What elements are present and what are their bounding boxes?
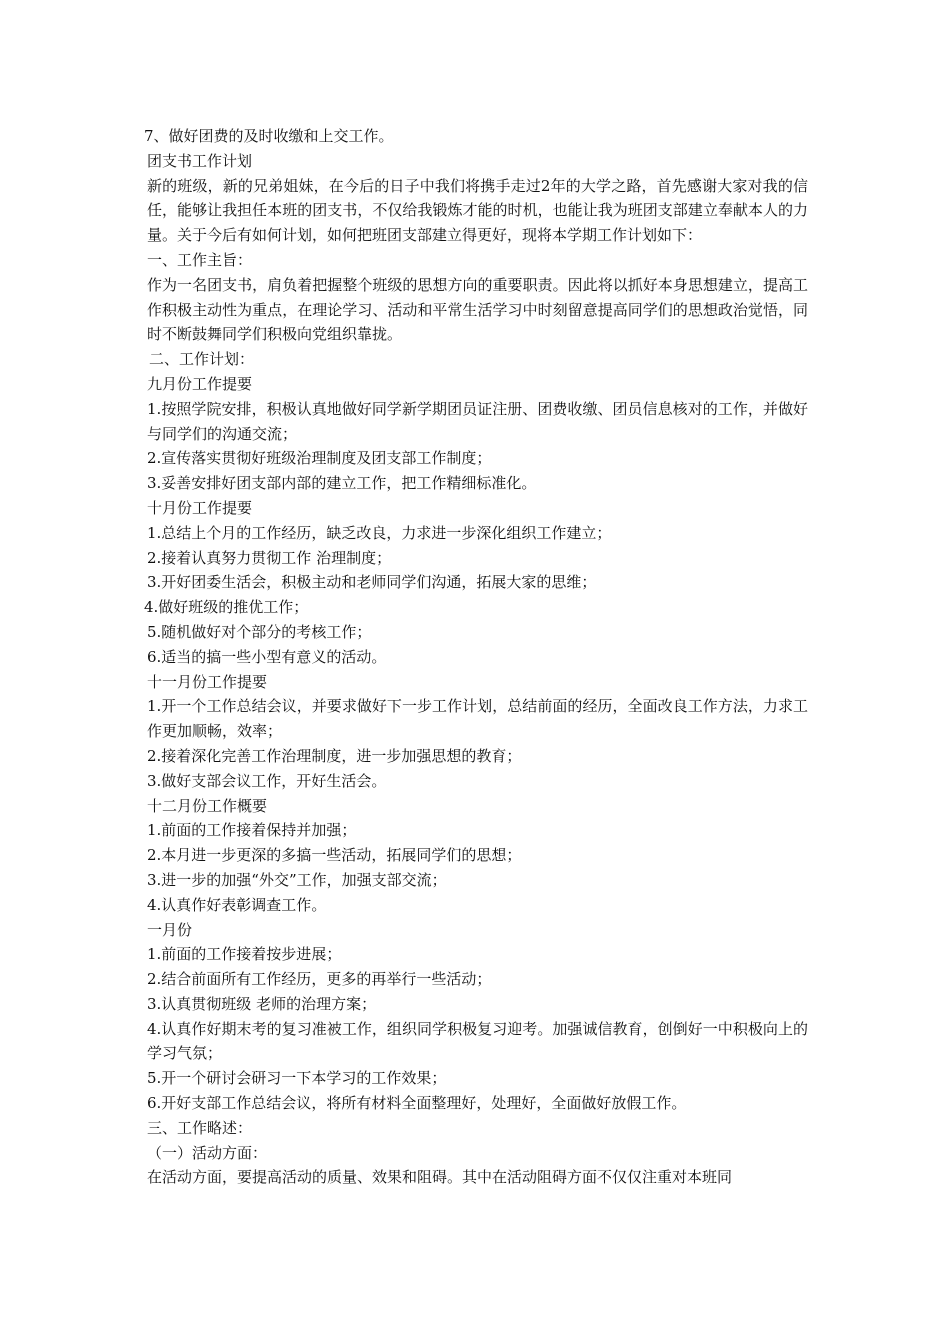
- month-heading: 一月份: [147, 920, 193, 939]
- subsection-heading: （一）活动方面：: [147, 1143, 268, 1162]
- month-heading: 十一月份工作提要: [147, 672, 268, 691]
- month-heading: 十二月份工作概要: [147, 796, 268, 815]
- list-item: 3.做好支部会议工作，开好生活会。: [147, 771, 387, 790]
- list-item: 5.开一个研讨会研习一下本学习的工作效果；: [147, 1069, 447, 1088]
- list-item: 2.宣传落实贯彻好班级治理制度及团支部工作制度；: [147, 449, 492, 468]
- list-item: 4.认真作好期末考的复习准被工作，组织同学积极复习迎考。加强诚信教育，创倒好一中积极向上的学习气氛；: [147, 1019, 808, 1063]
- section-title: 团支书工作计划: [147, 151, 253, 170]
- list-item: 4.做好班级的推优工作；: [144, 598, 309, 617]
- list-item: 1.按照学院安排，积极认真地做好同学新学期团员证注册、团费收缴、团员信息核对的工作，并做好与同学们的沟通交流；: [147, 399, 808, 443]
- list-item: 3.进一步的加强“外交”工作，加强支部交流；: [147, 870, 447, 889]
- list-item: 2.接着深化完善工作治理制度，进一步加强思想的教育；: [147, 746, 522, 765]
- paragraph: 在活动方面，要提高活动的质量、效果和阻碍。其中在活动阻碍方面不仅仅注重对本班同: [147, 1168, 733, 1187]
- list-item: 6.适当的搞一些小型有意义的活动。: [147, 647, 387, 666]
- list-item: 5.随机做好对个部分的考核工作；: [147, 622, 372, 641]
- month-heading: 十月份工作提要: [147, 498, 253, 517]
- document-body: [144, 124, 808, 1190]
- list-item: 3.认真贯彻班级 老师的治理方案；: [147, 994, 377, 1013]
- list-item: 1.前面的工作接着按步进展；: [147, 945, 342, 964]
- list-item: 2.接着认真努力贯彻工作 治理制度；: [147, 548, 392, 567]
- list-item: 2.本月进一步更深的多搞一些活动，拓展同学们的思想；: [147, 846, 522, 865]
- list-item: 6.开好支部工作总结会议，将所有材料全面整理好，处理好，全面做好放假工作。: [147, 1094, 687, 1113]
- list-item: 1.总结上个月的工作经历，缺乏改良，力求进一步深化组织工作建立；: [147, 523, 612, 542]
- paragraph: 作为一名团支书，肩负着把握整个班级的思想方向的重要职责。因此将以抓好本身思想建立，提高工作积极主动性为重点，在理论学习、活动和平常生活学习中时刻留意提高同学们的思想政治觉悟，同时不断鼓舞同学们积极向党组织靠拢。: [147, 275, 808, 344]
- list-item: 4.认真作好表彰调查工作。: [147, 895, 327, 914]
- section-heading: 三、工作略述：: [147, 1118, 253, 1137]
- list-item: 3.开好团委生活会，积极主动和老师同学们沟通，拓展大家的思维；: [147, 573, 597, 592]
- paragraph: 新的班级，新的兄弟姐妹，在今后的日子中我们将携手走过2年的大学之路，首先感谢大家对我的信任，能够让我担任本班的团支书，不仅给我锻炼才能的时机，也能让我为班团支部建立奉献本人的力量。关于今后有如何计划，如何把班团支部建立得更好，现将本学期工作计划如下：: [147, 176, 808, 245]
- list-item: 1.前面的工作接着保持并加强；: [147, 821, 357, 840]
- list-item: 1.开一个工作总结会议，并要求做好下一步工作计划，总结前面的经历，全面改良工作方法，力求工作更加顺畅，效率；: [147, 697, 808, 741]
- list-item: 2.结合前面所有工作经历，更多的再举行一些活动；: [147, 970, 492, 989]
- list-item: 3.妥善安排好团支部内部的建立工作，把工作精细标准化。: [147, 474, 537, 493]
- section-heading: 一、工作主旨：: [147, 250, 253, 269]
- paragraph: 7、做好团费的及时收缴和上交工作。: [144, 127, 394, 145]
- month-heading: 九月份工作提要: [147, 374, 253, 393]
- section-heading: 二、工作计划：: [149, 350, 255, 369]
